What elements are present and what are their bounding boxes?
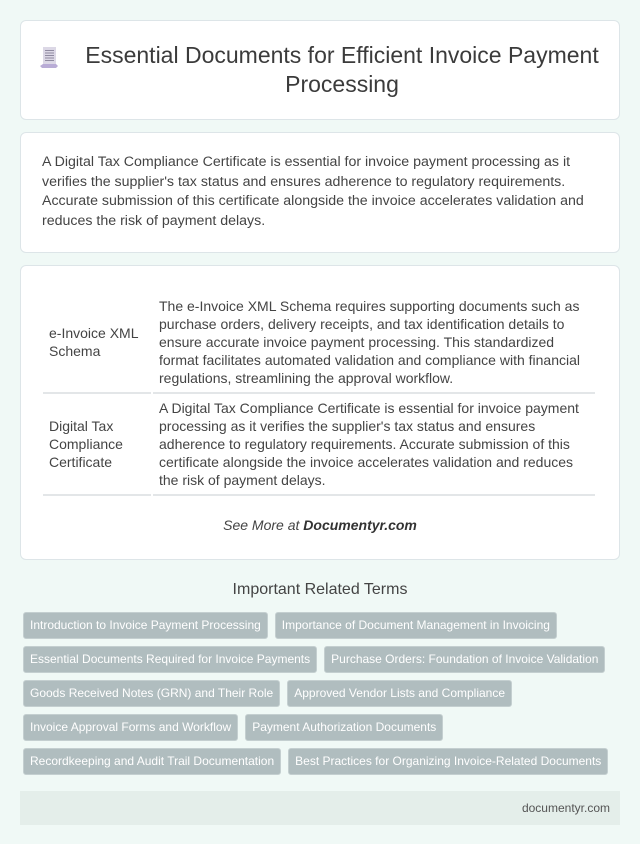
title-card <box>20 20 620 120</box>
footer <box>20 791 620 825</box>
related-term-tag[interactable]: Recordkeeping and Audit Trail Documentation <box>23 748 281 775</box>
related-term-tag[interactable]: Approved Vendor Lists and Compliance <box>287 680 512 707</box>
related-term-tag[interactable]: Importance of Document Management in Invoicing <box>275 612 557 639</box>
row-description: A Digital Tax Compliance Certificate is essential for invoice payment processing as it verifies the supplier's tax status and ensures adherence to regulatory requirements. Accurate submission of this certificate alongside the invoice accelerates validation and reduces the risk of payment delays. <box>153 394 595 496</box>
see-more-link[interactable]: Documentyr.com <box>303 517 417 533</box>
related-term-tag[interactable]: Goods Received Notes (GRN) and Their Role <box>23 680 280 707</box>
row-description: The e-Invoice XML Schema requires supporting documents such as purchase orders, delivery receipts, and tax identification details to ensure accurate invoice payment processing. This standardized format facilitates automated validation and compliance with financial regulations, streamlining the approval workflow. <box>153 292 595 394</box>
related-term-tag[interactable]: Invoice Approval Forms and Workflow <box>23 714 238 741</box>
table-row <box>43 292 595 394</box>
related-terms-list <box>20 612 620 775</box>
intro-card <box>20 132 620 253</box>
intro-text: A Digital Tax Compliance Certificate is essential for invoice payment processing as it verifies the supplier's tax status and ensures adherence to regulatory requirements. Accurate submission of this certificate alongside the invoice accelerates validation and reduces the risk of payment delays. <box>42 154 584 229</box>
documents-table <box>41 292 597 496</box>
table-row <box>43 394 595 496</box>
related-term-tag[interactable]: Payment Authorization Documents <box>245 714 443 741</box>
related-term-tag[interactable]: Purchase Orders: Foundation of Invoice Validation <box>324 646 605 673</box>
page-title: Essential Documents for Efficient Invoice Payment Processing <box>85 42 599 97</box>
related-term-tag[interactable]: Essential Documents Required for Invoice Payments <box>23 646 317 673</box>
receipt-document-icon <box>40 47 58 69</box>
see-more <box>42 517 598 533</box>
related-terms-title: Important Related Terms <box>232 581 408 598</box>
row-term: Digital Tax Compliance Certificate <box>43 394 151 496</box>
row-term: e-Invoice XML Schema <box>43 292 151 394</box>
footer-link[interactable]: documentyr.com <box>521 801 610 815</box>
documents-table-card <box>20 265 620 560</box>
see-more-prefix: See More at <box>223 517 304 533</box>
related-term-tag[interactable]: Best Practices for Organizing Invoice-Related Documents <box>288 748 608 775</box>
related-term-tag[interactable]: Introduction to Invoice Payment Processing <box>23 612 268 639</box>
